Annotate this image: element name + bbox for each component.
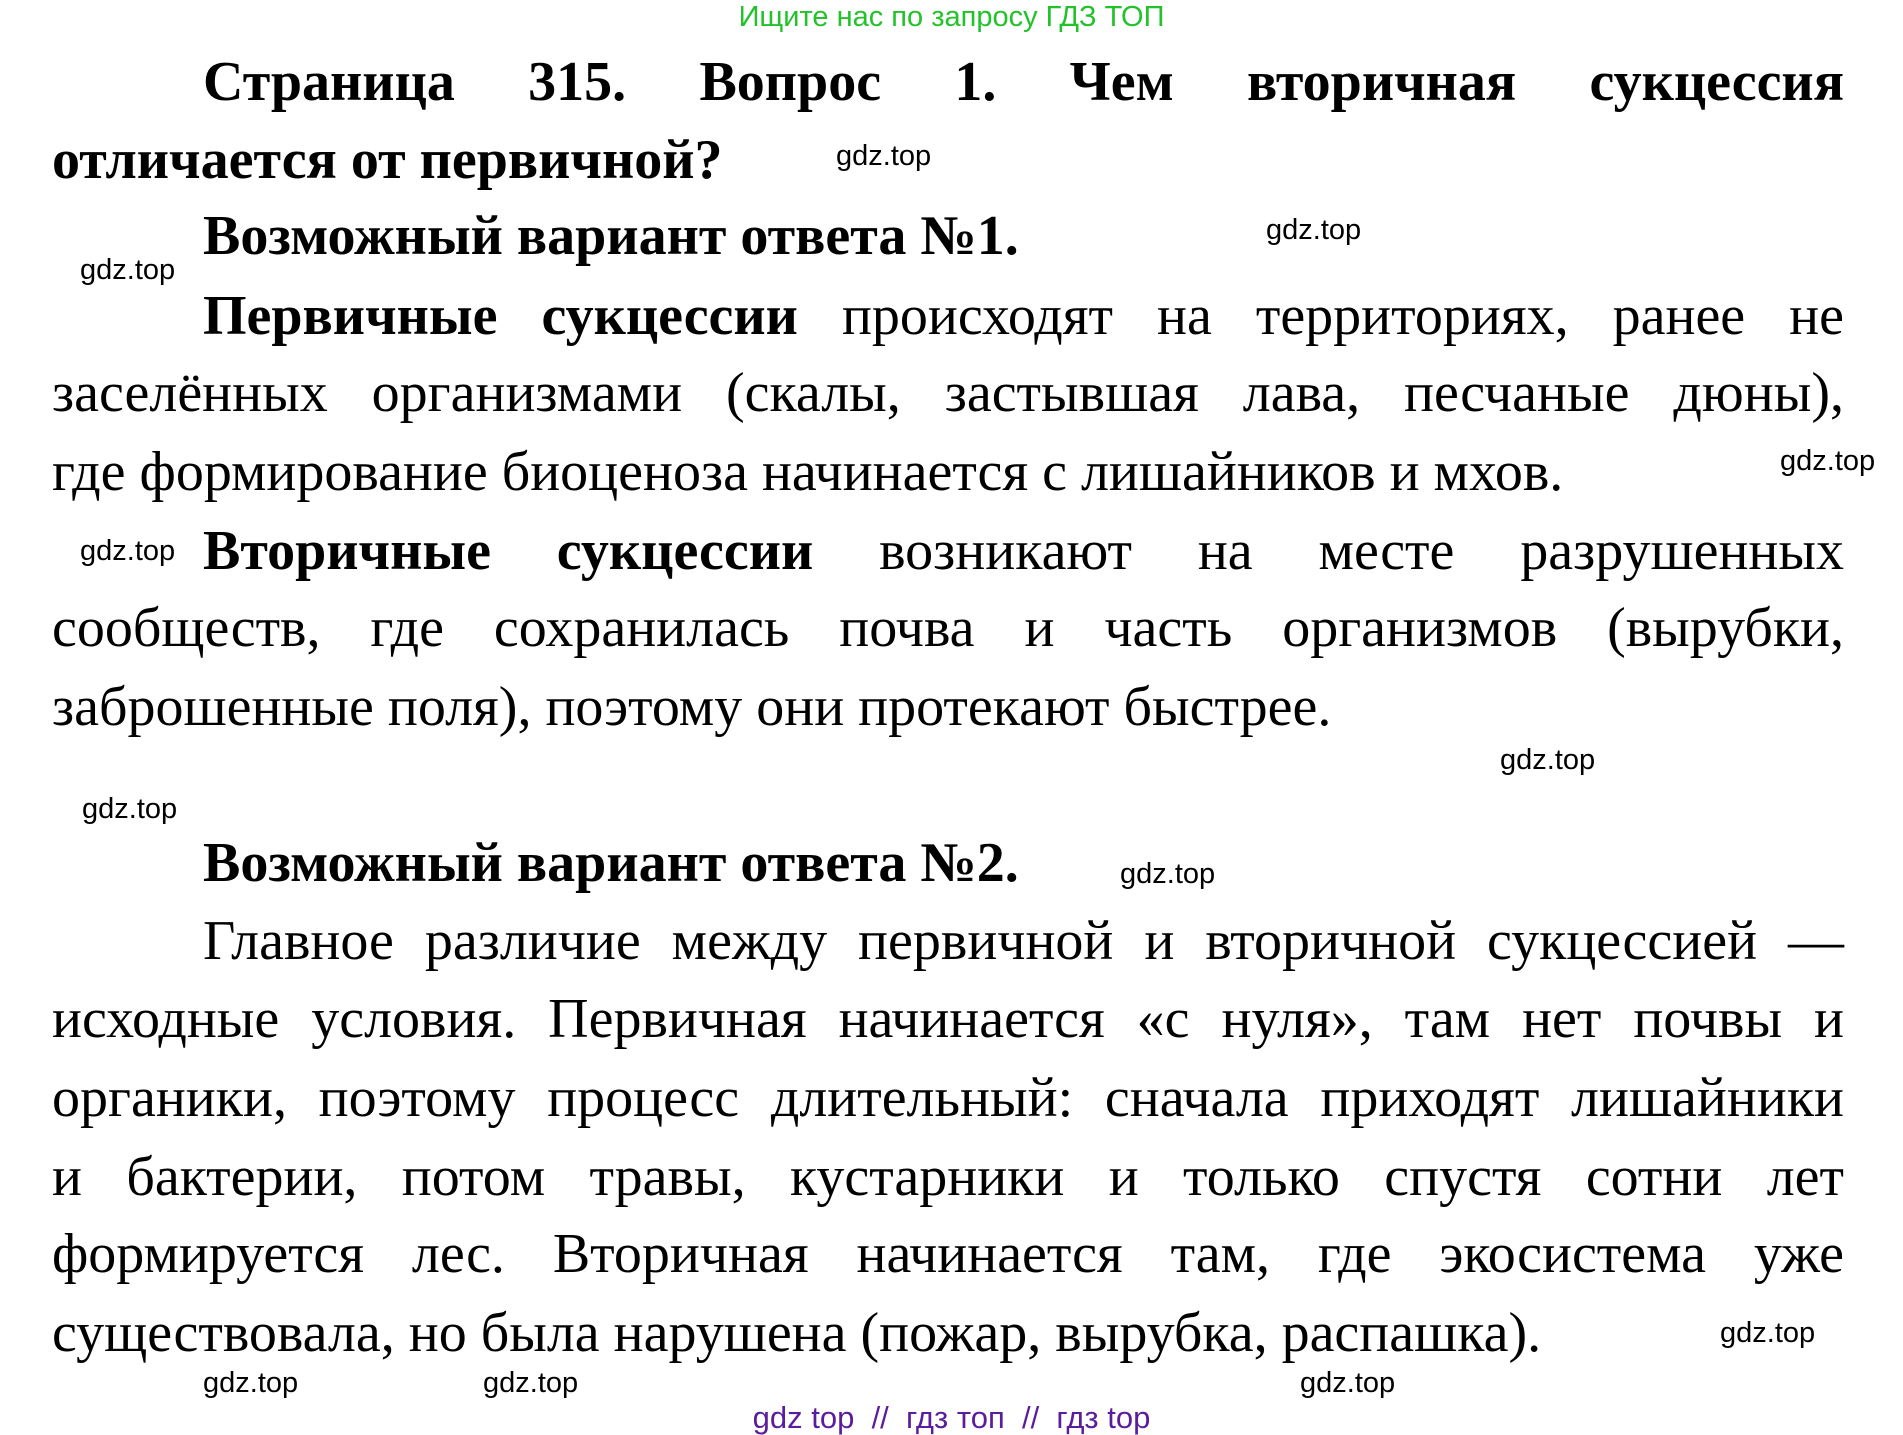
watermark: gdz.top (203, 1367, 299, 1399)
watermark: gdz.top (1300, 1367, 1396, 1399)
question-line-2: отличается от первичной? (52, 129, 723, 191)
answer2-line: органики, поэтому процесс длительный: сначала приходят лишайники (52, 1067, 1844, 1129)
watermark: gdz.top (836, 140, 932, 172)
watermark: gdz.top (1120, 858, 1216, 890)
watermark: gdz.top (1720, 1317, 1816, 1349)
footer-links[interactable]: gdz top // гдз топ // гдз top (752, 1400, 1151, 1435)
watermark: gdz.top (1780, 445, 1876, 477)
answer2-heading: Возможный вариант ответа №2. (203, 832, 1019, 894)
text: возникают на месте разрушенных (879, 520, 1845, 582)
answer2-line: формируется лес. Вторичная начинается там, где экосистема уже (52, 1223, 1844, 1285)
answer1-p1-line2: заселённых организмами (скалы, застывшая лава, песчаные дюны), (52, 362, 1844, 424)
watermark: gdz.top (82, 793, 178, 825)
answer1-p2-line1 (203, 519, 1844, 583)
term-primary-succession: Первичные сукцессии (203, 285, 798, 347)
text: происходят на территориях, ранее не (841, 285, 1844, 347)
answer2-line: существовала, но была нарушена (пожар, вырубка, распашка). (52, 1302, 1542, 1364)
term-secondary-succession: Вторичные сукцессии (203, 520, 814, 582)
answer1-p2-line2: сообществ, где сохранилась почва и часть организмов (вырубки, (52, 597, 1844, 659)
answer1-p1-line3: где формирование биоценоза начинается с лишайников и мхов. (52, 441, 1564, 503)
watermark: gdz.top (1500, 744, 1596, 776)
answer1-p2-line3: заброшенные поля), поэтому они протекают быстрее. (52, 676, 1332, 738)
answer1-heading: Возможный вариант ответа №1. (203, 205, 1019, 267)
question-line-1: Страница 315. Вопрос 1. Чем вторичная сукцессия (203, 51, 1844, 113)
answer2-line: и бактерии, потом травы, кустарники и только спустя сотни лет (52, 1146, 1844, 1208)
answer1-p1-line1 (203, 284, 1844, 348)
watermark: gdz.top (80, 535, 176, 567)
answer2-line: исходные условия. Первичная начинается «с нуля», там нет почвы и (52, 988, 1844, 1050)
search-banner: Ищите нас по запросу ГДЗ ТОП (738, 1, 1165, 33)
answer2-line: Главное различие между первичной и вторичной сукцессией — (203, 910, 1844, 972)
watermark: gdz.top (483, 1367, 579, 1399)
watermark: gdz.top (80, 254, 176, 286)
watermark: gdz.top (1266, 214, 1362, 246)
